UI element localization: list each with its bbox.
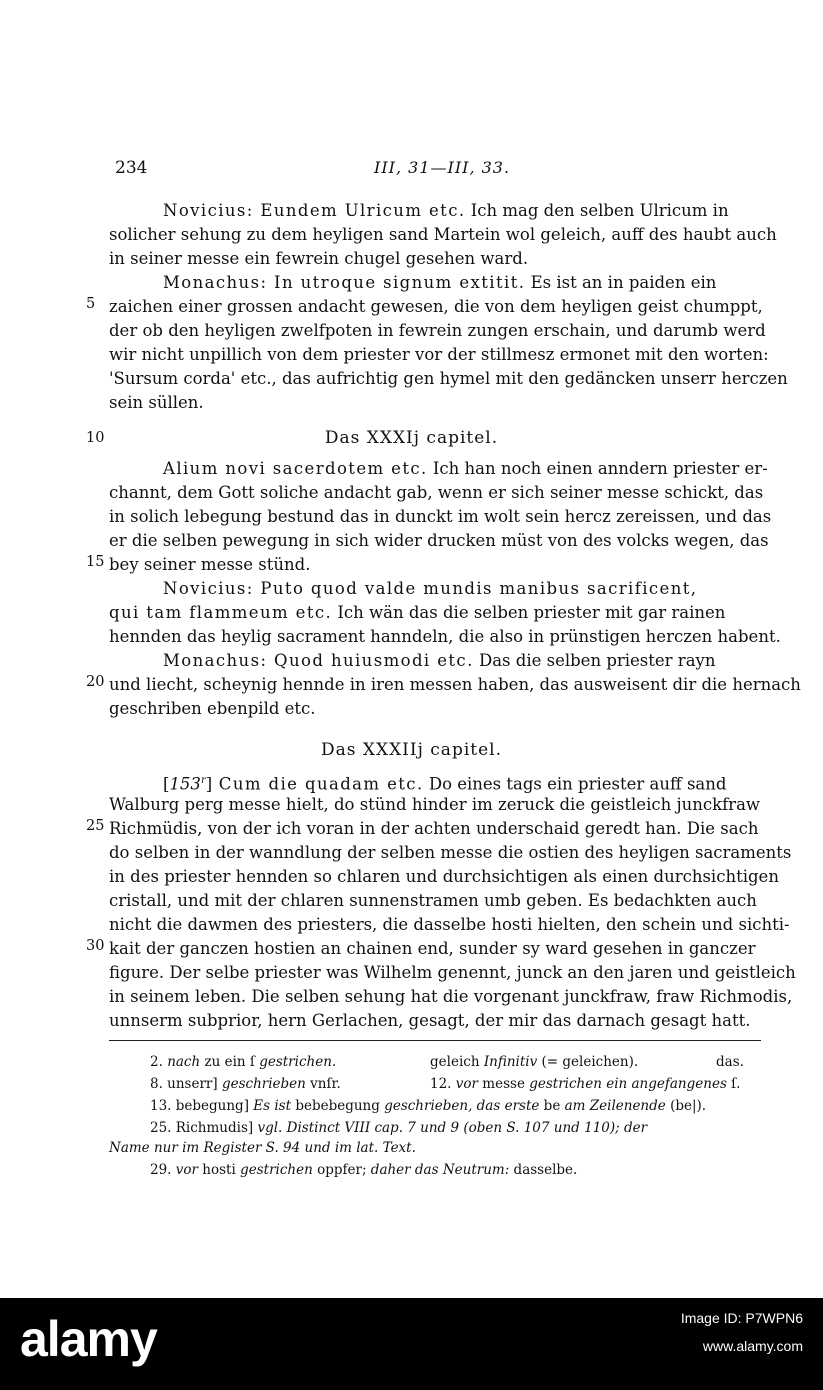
footnote: 8. unserr] geschrieben vnſr. [150, 1076, 341, 1092]
text-line: Monachus: Quod huiusmodi etc. Das die selben priester rayn [163, 651, 716, 670]
text-line: in solich lebegung bestund das in dunckt im wolt sein hercz zereissen, und das [109, 507, 772, 526]
site-url: www.alamy.com [702, 1338, 803, 1354]
footnote: 25. Richmudis] vgl. Distinct VIII cap. 7 und 9 (oben S. 107 und 110); der [150, 1120, 648, 1136]
text-line: figure. Der selbe priester was Wilhelm genennt, junck an den jaren und geistleich [109, 963, 796, 982]
text-line: qui tam flammeum etc. Ich wän das die selben priester mit gar rainen [109, 603, 726, 622]
line-number: 25 [86, 818, 105, 834]
chapter-title: Das XXXIIj capitel. [320, 740, 502, 760]
text-line: Novicius: Eundem Ulricum etc. Ich mag den selben Ulricum in [163, 201, 729, 220]
footnote: geleich Infinitiv (= geleichen). [430, 1054, 639, 1070]
text-line: [153$^r$] Cum die quadam etc. Do eines tags ein priester auff sand [163, 774, 727, 794]
text-line: zaichen einer grossen andacht gewesen, die von dem heyligen geist chumppt, [109, 297, 763, 316]
line-number: 30 [86, 938, 105, 954]
text-line: Alium novi sacerdotem etc. Ich han noch einen anndern priester er- [163, 459, 768, 478]
page-number: 234 [115, 158, 148, 178]
text-line: 'Sursum corda' etc., das aufrichtig gen hymel mit den gedäncken unserr herczen [109, 369, 788, 388]
text-line: und liecht, scheynig hennde in iren messen haben, das ausweisent dir die hernach [109, 675, 801, 694]
text-line: channt, dem Gott soliche andacht gab, wenn er sich seiner messe schickt, das [109, 483, 764, 502]
footnote: 13. bebegung] Es ist bebebegung geschrieben, das erste be am Zeilenende (be|). [150, 1098, 707, 1114]
text-line: bey seiner messe stünd. [109, 555, 311, 574]
text-line: solicher sehung zu dem heyligen sand Martein wol geleich, auff des haubt auch [109, 225, 777, 244]
image-id: Image ID: P7WPN6 [680, 1310, 803, 1326]
text-line: in seinem leben. Die selben sehung hat die vorgenant junckfraw, fraw Richmodis, [109, 987, 793, 1006]
footnote-rule [109, 1040, 761, 1041]
text-line: in seiner messe ein fewrein chugel gesehen ward. [109, 249, 529, 268]
image-id-block [681, 1304, 803, 1360]
text-line: in des priester hennden so chlaren und durchsichtigen als einen durchsichtigen [109, 867, 779, 886]
running-title: III, 31—III, 33. [374, 158, 511, 177]
page-header [0, 158, 823, 188]
text-line: nicht die dawmen des priesters, die dasselbe hosti hielten, den schein und sichti- [109, 915, 790, 934]
text-line: geschriben ebenpild etc. [109, 699, 316, 718]
footnote: Name nur im Register S. 94 und im lat. Text. [109, 1140, 416, 1156]
text-line: Walburg perg messe hielt, do stünd hinder im zeruck die geistleich junckfraw [109, 795, 761, 814]
text-line: kait der ganczen hostien an chainen end, sunder sy ward gesehen in ganczer [109, 939, 756, 958]
line-number: 10 [86, 430, 105, 446]
footnote: 2. nach zu ein ſ gestrichen. [150, 1054, 337, 1070]
text-line: wir nicht unpillich von dem priester vor der stillmesz ermonet mit den worten: [109, 345, 769, 364]
text-line: hennden das heylig sacrament hanndeln, die also in prünstigen herczen habent. [109, 627, 781, 646]
text-line: unnserm subprior, hern Gerlachen, gesagt, der mir das darnach gesagt hatt. [109, 1011, 751, 1030]
footnote: das. [716, 1054, 744, 1070]
line-number: 20 [86, 674, 105, 690]
line-number: 15 [86, 554, 105, 570]
chapter-title: Das XXXIj capitel. [324, 428, 499, 448]
text-line: der ob den heyligen zwelfpoten in fewrein zungen erschain, und darumb werd [109, 321, 766, 340]
text-line: sein süllen. [109, 393, 204, 412]
text-line: do selben in der wanndlung der selben messe die ostien des heyligen sacraments [109, 843, 792, 862]
line-number: 5 [86, 296, 96, 312]
text-line: Monachus: In utroque signum extitit. Es ist an in paiden ein [163, 273, 717, 292]
alamy-logo: alamy [20, 1311, 157, 1367]
text-line: Novicius: Puto quod valde mundis manibus sacrificent, [163, 579, 698, 598]
footnote: 12. vor messe gestrichen ein angefangenes ſ. [430, 1076, 741, 1092]
text-line: Richmüdis, von der ich voran in der achten underschaid geredt han. Die sach [109, 819, 759, 838]
text-line: er die selben pewegung in sich wider drucken müst von des volcks wegen, das [109, 531, 769, 550]
text-line: cristall, und mit der chlaren sunnenstramen umb geben. Es bedachkten auch [109, 891, 757, 910]
footnote: 29. vor hosti gestrichen oppfer; daher das Neutrum: dasselbe. [150, 1162, 578, 1178]
